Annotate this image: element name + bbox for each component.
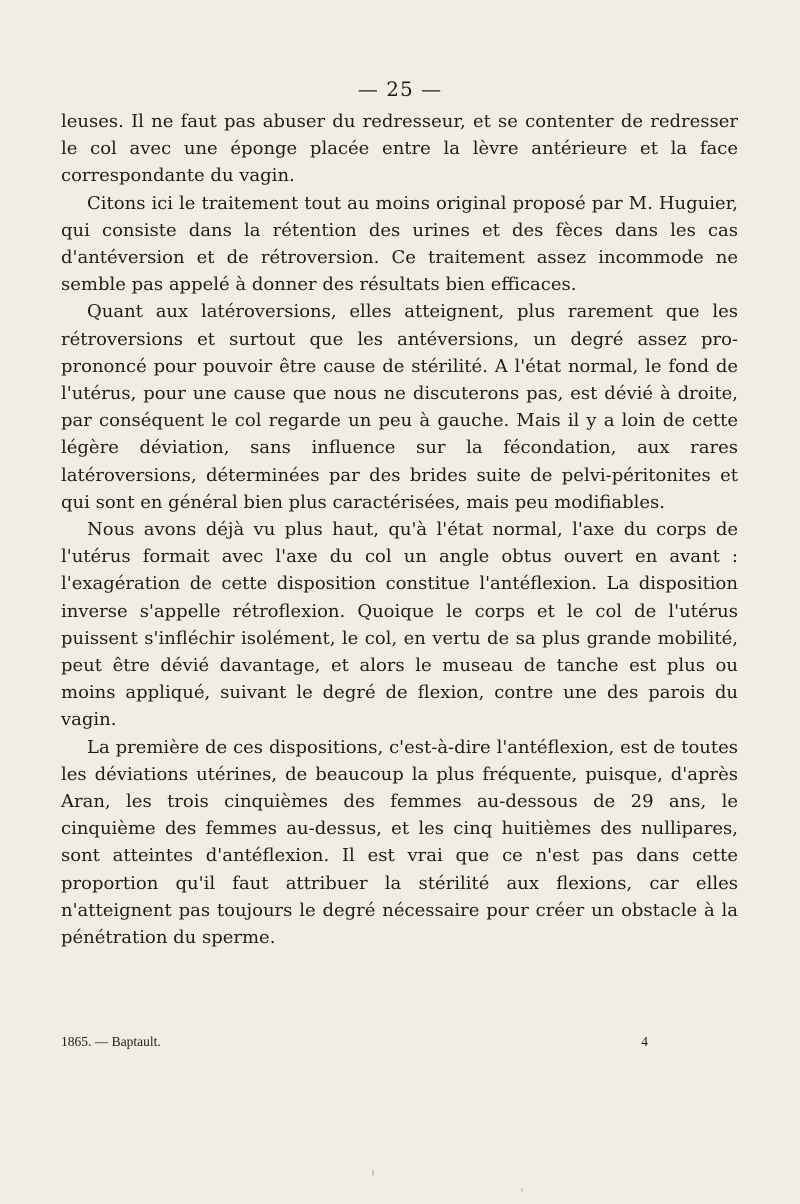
paragraph-2: Citons ici le traitement tout au moins original proposé par M. Huguier, qui consiste dans la rétention des urines et des fèces dans les cas d'antéversion et de rétroversion. Ce traitement assez incommode ne semble pas appelé à donner des résultats bien efficaces.: [61, 192, 738, 296]
paper-speck: [372, 1170, 374, 1176]
signature-mark: 4: [641, 1034, 648, 1049]
paragraph-1: leuses. Il ne faut pas abuser du redresseur, et se contenter de redresser le col avec une éponge placée entre la lèvre antérieure et la face correspondante du vagin.: [61, 111, 738, 187]
page-number: — 25 —: [357, 77, 443, 101]
paragraph-3: Quant aux latéroversions, elles atteignent, plus rarement que les rétroversions et surtout que les antéversions, un degré assez pro-prononcé pour pouvoir être cause de stérilité. A l'état normal, le fond de l'utérus, pour une cause que nous ne discuterons pas, est dévié à droite, par conséquent le col regarde un peu à gauche. Mais il y a loin de cette légère déviation, sans influence sur la fécondation, aux rares latéroversions, déterminées par des brides suite de pelvi-péritonites et qui sont en général bien plus caractérisées, mais peu modifiables.: [61, 301, 738, 513]
paragraph-5: La première de ces dispositions, c'est-à-dire l'antéflexion, est de toutes les déviations utérines, de beaucoup la plus fréquente, puisque, d'après Aran, les trois cinquièmes des femmes au-dessous de 29 ans, le cinquième des femmes au-dessus, et les cinq huitièmes des nullipares, sont atteintes d'antéflexion. Il est vrai que ce n'est pas dans cette proportion qu'il faut attribuer la stérilité aux flexions, car elles n'atteignent pas toujours le degré nécessaire pour créer un obstacle à la pénétration du sperme.: [61, 736, 738, 949]
body-text: [61, 108, 738, 951]
paragraph-4: Nous avons déjà vu plus haut, qu'à l'état normal, l'axe du corps de l'utérus formait avec l'axe du col un angle obtus ouvert en avant : l'exagération de cette disposition constitue l'antéflexion. La disposition inverse s'appelle rétroflexion. Quoique le corps et le col de l'utérus puissent s'infléchir isolément, le col, en vertu de sa plus grande mobilité, peut être dévié davantage, et alors le museau de tanche est plus ou moins appliqué, suivant le degré de flexion, contre une des parois du vagin.: [61, 519, 738, 731]
printer-imprint: 1865. — Baptault.: [61, 1034, 161, 1049]
paper-speck: [521, 1188, 523, 1192]
